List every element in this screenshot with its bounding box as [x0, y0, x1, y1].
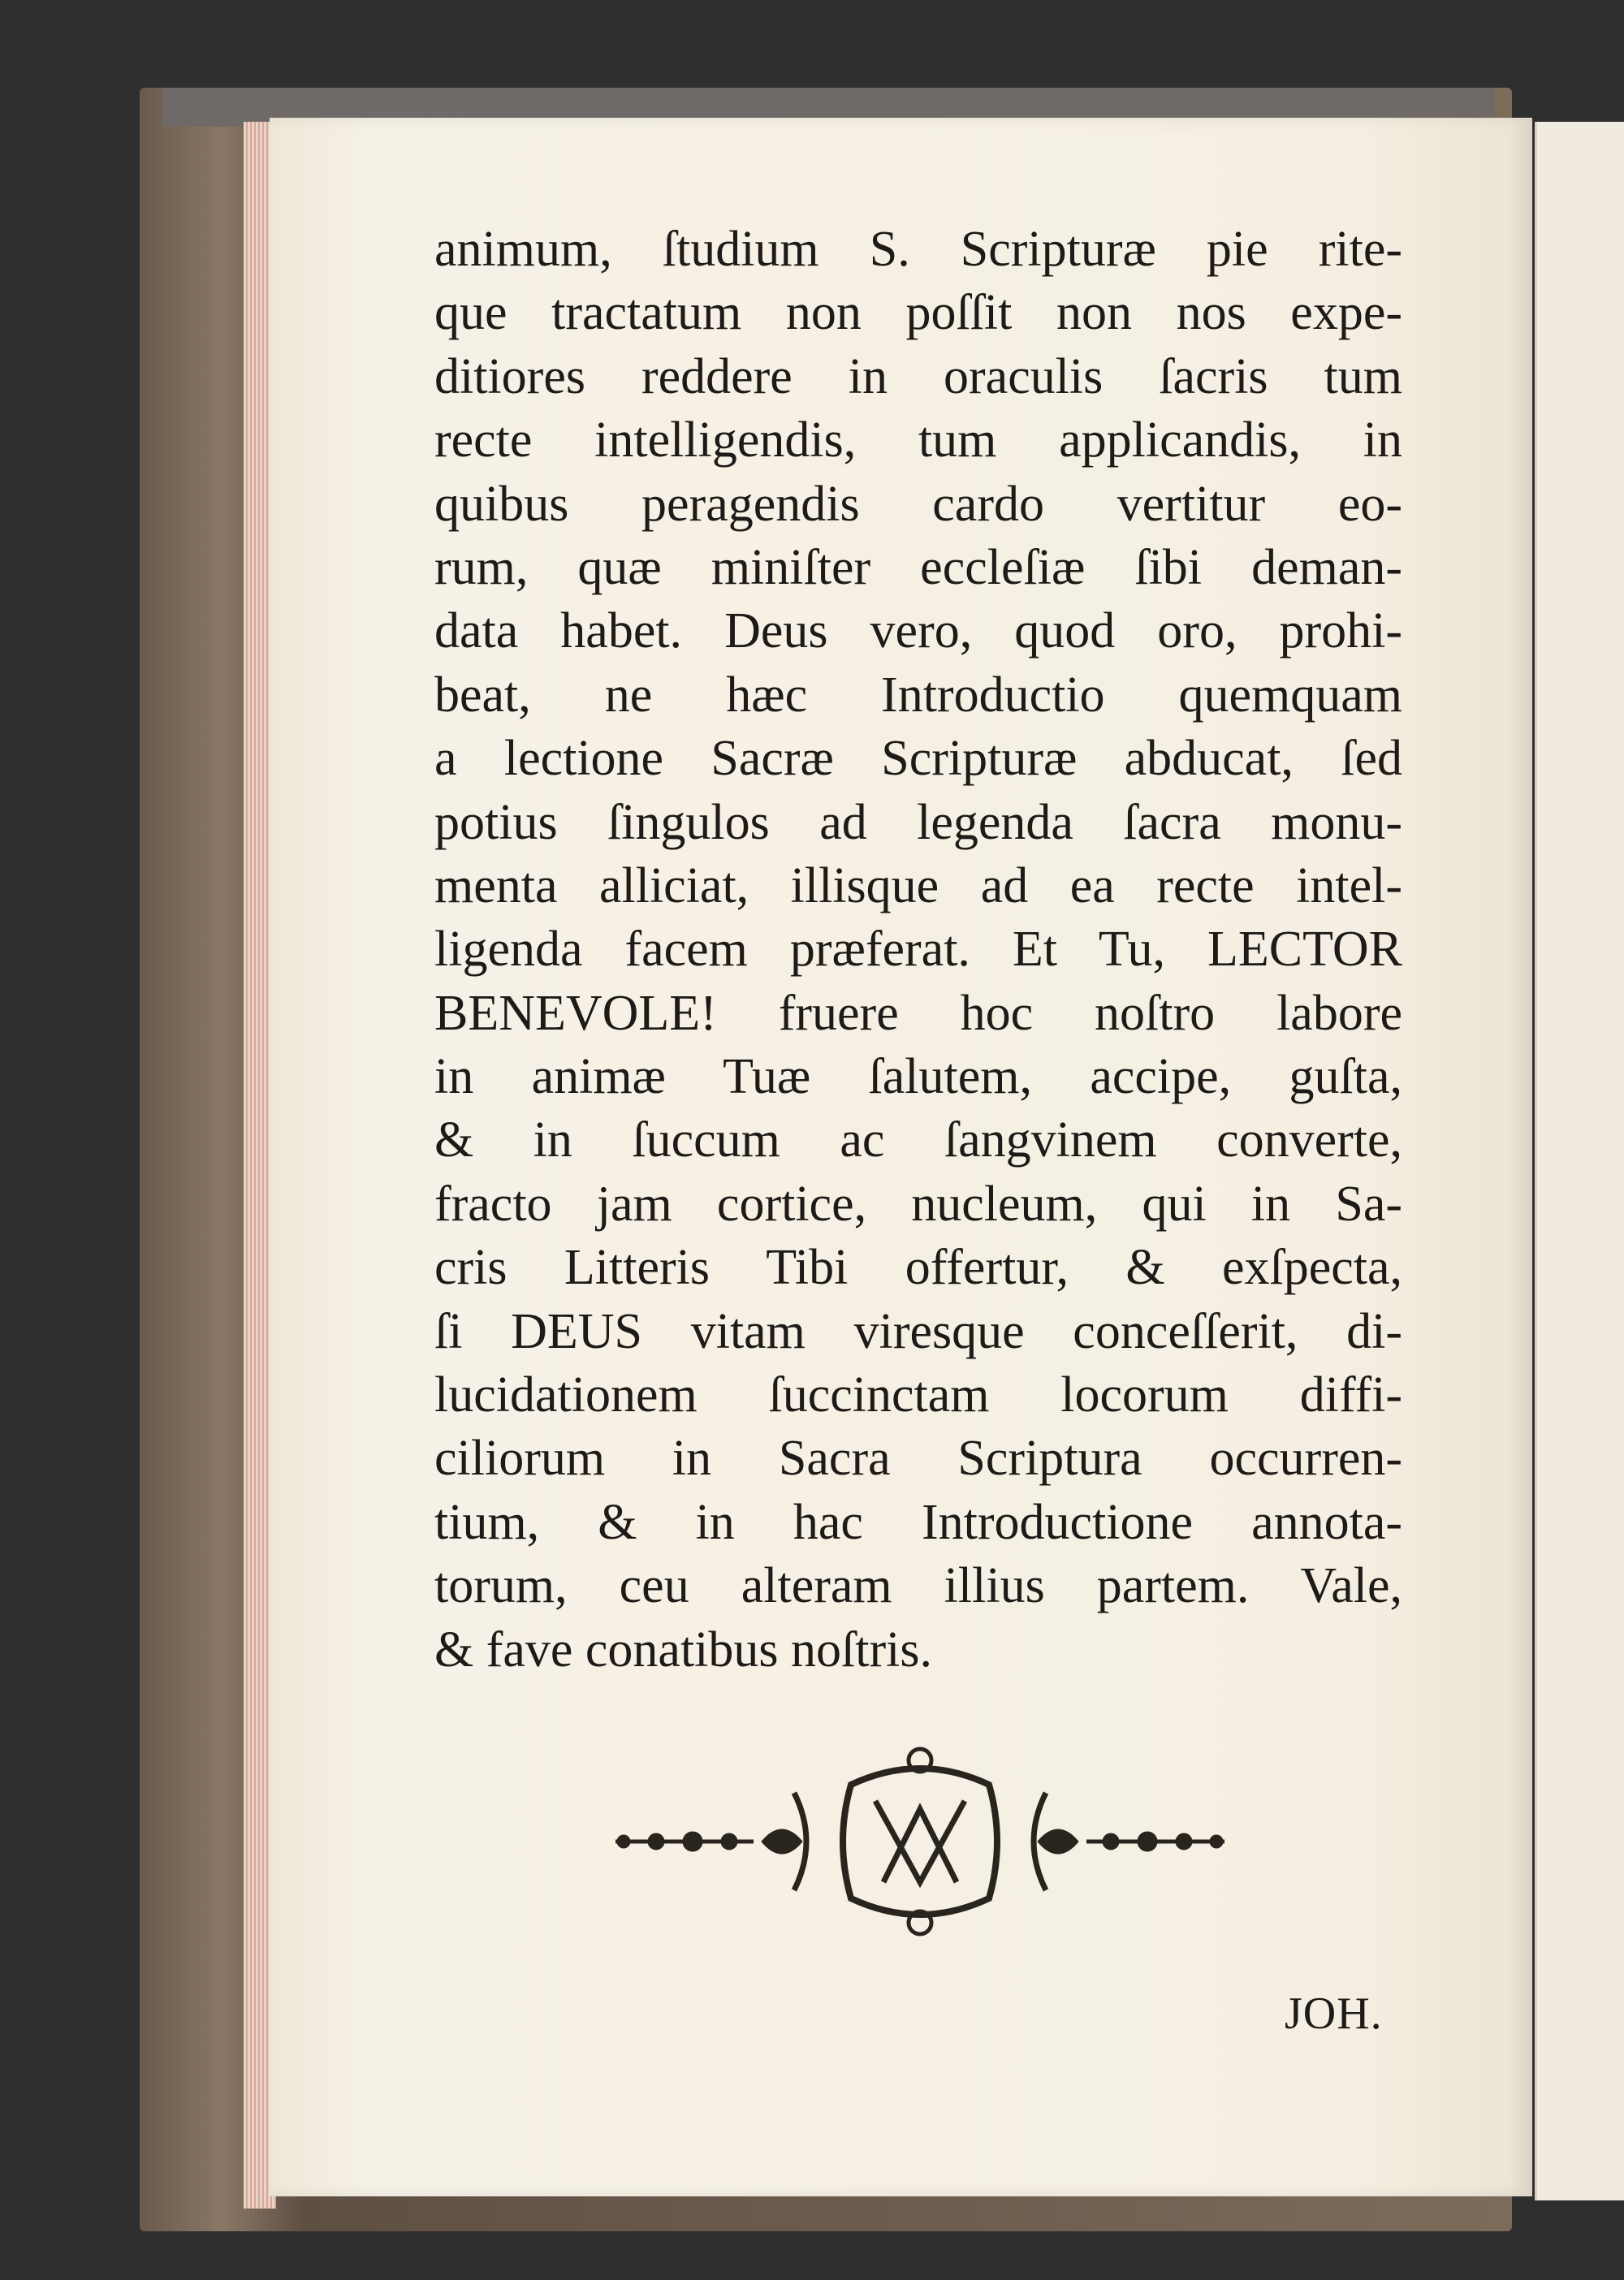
- text-line: beat, ne hæc Introductio quemquam: [434, 667, 1402, 723]
- text-line: & fave conatibus noſtris.: [434, 1621, 932, 1678]
- text-line: lucidationem ſuccinctam locorum diffi-: [434, 1367, 1402, 1423]
- text-line: tium, & in hac Introductione annota-: [434, 1494, 1402, 1550]
- text-line: a lectione Sacræ Scripturæ abducat, ſed: [434, 731, 1402, 787]
- text-line: ciliorum in Sacra Scriptura occurren-: [434, 1431, 1402, 1487]
- text-line: ligenda facem præferat. Et Tu, LECTOR: [434, 922, 1402, 978]
- text-line: animum, ſtudium S. Scripturæ pie rite-: [434, 222, 1402, 277]
- text-line: BENEVOLE! fruere hoc noſtro labore: [434, 985, 1402, 1041]
- text-line: torum, ceu alteram illius partem. Vale,: [434, 1558, 1402, 1614]
- printers-ornament-icon: [607, 1736, 1233, 1947]
- text-line: in animæ Tuæ ſalutem, accipe, guſta,: [434, 1049, 1402, 1105]
- text-line: cris Litteris Tibi offertur, & exſpecta,: [434, 1240, 1402, 1296]
- page-body-text: [434, 218, 1402, 1682]
- text-line: & in ſuccum ac ſangvinem converte,: [434, 1112, 1402, 1168]
- text-line: recte intelligendis, tum applicandis, in: [434, 412, 1402, 469]
- text-line: que tractatum non poſſit non nos expe-: [434, 285, 1402, 341]
- text-line: rum, quæ miniſter eccleſiæ ſibi deman-: [434, 539, 1402, 595]
- text-line: fracto jam cortice, nucleum, qui in Sa-: [434, 1176, 1402, 1232]
- text-line: ditiores reddere in oraculis ſacris tum: [434, 348, 1402, 404]
- next-page-edge: [1535, 122, 1624, 2200]
- text-line: quibus peragendis cardo vertitur eo-: [434, 476, 1402, 532]
- text-line: menta alliciat, illisque ad ea recte intel-: [434, 857, 1402, 913]
- text-line: ſi DEUS vitam viresque conceſſerit, di-: [434, 1303, 1402, 1359]
- text-line: potius ſingulos ad legenda ſacra monu-: [434, 794, 1402, 850]
- text-line: data habet. Deus vero, quod oro, prohi-: [434, 603, 1402, 659]
- catchword: JOH.: [1285, 1989, 1383, 2039]
